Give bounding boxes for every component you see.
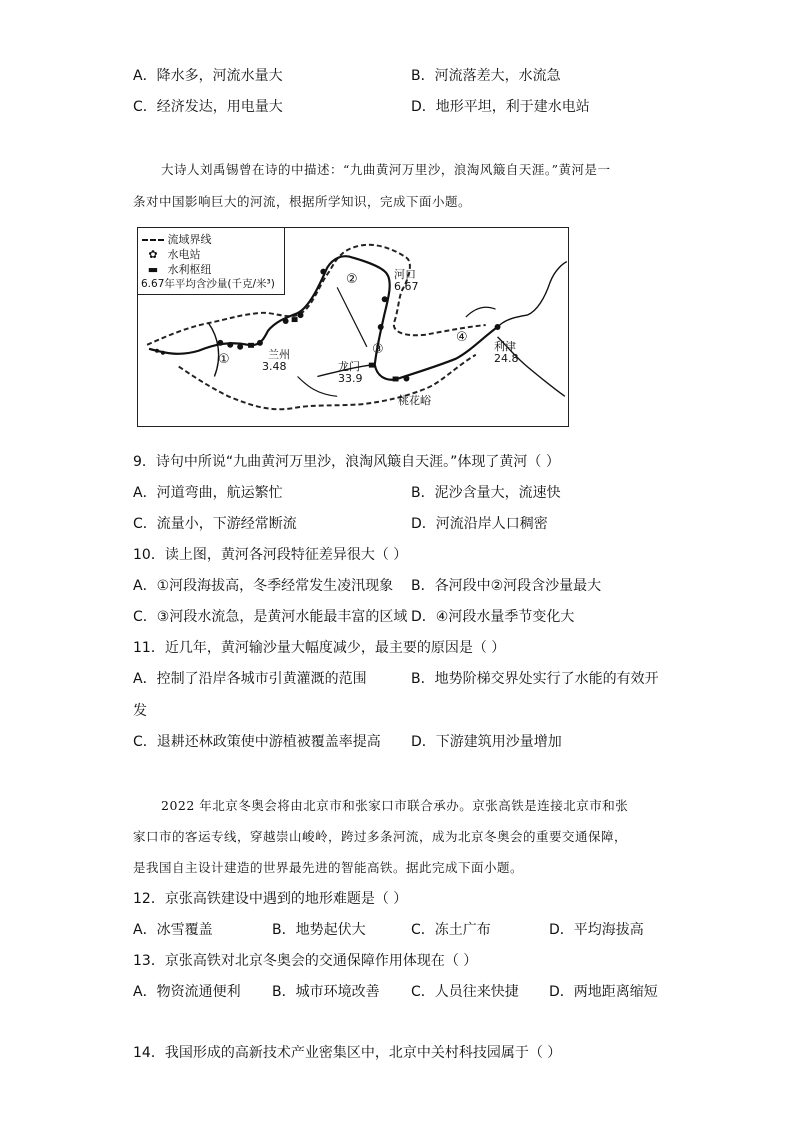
legend-sand: 6.67年平均含沙量(千克/米³) <box>141 278 275 290</box>
prev-option-a: A．降水多，河流水量大 <box>133 68 283 84</box>
q12-option-b: B．地势起伏大 <box>272 922 366 938</box>
segment-2-label: ② <box>346 272 358 287</box>
taohuayu-label: 桃花峪 <box>398 394 431 407</box>
q9-stem: 9．诗句中所说“九曲黄河万里沙，浪淘风簸自天涯。”体现了黄河（ ） <box>133 454 560 470</box>
legend-hydro-label: 水电站 <box>167 248 201 261</box>
legend-boundary-label: 流域界线 <box>167 233 212 246</box>
map-legend <box>138 228 285 295</box>
q10-stem: 10．读上图，黄河各河段特征差异很大（ ） <box>133 547 408 563</box>
q13-option-a: A．物资流通便利 <box>133 984 241 1000</box>
segment-3-label: ③ <box>372 342 384 357</box>
q10-option-d: D．④河段水量季节变化大 <box>411 609 575 625</box>
q10-option-b: B．各河段中②河段含沙量最大 <box>411 578 602 594</box>
lijin-label: 利津 <box>494 340 516 353</box>
q11-option-b: B．地势阶梯交界处实行了水能的有效开 <box>411 671 659 687</box>
passage1-line2: 条对中国影响巨大的河流，根据所学知识，完成下面小题。 <box>133 194 472 209</box>
q11-option-a: A．控制了沿岸各城市引黄灌溉的范围 <box>133 671 367 687</box>
longmen-sand-value: 33.9 <box>338 372 363 385</box>
tributary <box>208 323 218 376</box>
lanzhou-sand-value: 3.48 <box>262 360 287 373</box>
passage2-line2: 家口市的客运专线，穿越崇山峻岭，跨过多条河流，成为北京冬奥会的重要交通保障， <box>133 829 628 844</box>
q12-stem: 12．京张高铁建设中遇到的地形难题是（ ） <box>133 891 408 907</box>
yellow-river-map <box>137 227 569 427</box>
q11-option-b-continued: 发 <box>133 703 147 719</box>
segment-4-label: ④ <box>456 330 468 345</box>
legend-hydro <box>142 246 201 262</box>
legend-hub <box>142 261 212 277</box>
q13-option-c: C．人员往来快捷 <box>411 984 519 1000</box>
tributary <box>337 287 367 346</box>
passage1-line1: 大诗人刘禹锡曾在诗的中描述：“九曲黄河万里沙，浪淘风簸自天涯。”黄河是一 <box>161 162 611 177</box>
q9-option-a: A．河道弯曲，航运繁忙 <box>133 485 283 501</box>
lanzhou-label: 兰州 <box>268 348 290 361</box>
prev-option-d: D．地形平坦，利于建水电站 <box>411 99 590 115</box>
coastline <box>466 307 496 317</box>
hekou-sand-value: 6.67 <box>394 280 419 293</box>
q12-option-d: D．平均海拔高 <box>549 922 644 938</box>
prev-option-c: C．经济发达，用电量大 <box>133 99 283 115</box>
tributary <box>298 377 338 397</box>
legend-boundary <box>142 231 212 247</box>
segment-1-label: ① <box>218 352 230 367</box>
q11-option-d: D．下游建筑用沙量增加 <box>411 734 562 750</box>
q14-stem: 14．我国形成的高新技术产业密集区中，北京中关村科技园属于（ ） <box>133 1045 562 1061</box>
hydro-station-icon: ✿ <box>148 248 158 261</box>
hekou-label: 河口 <box>394 268 416 281</box>
boundary-line-icon <box>142 239 164 241</box>
q11-stem: 11．近几年，黄河输沙量大幅度减少，最主要的原因是（ ） <box>133 640 506 656</box>
q9-option-c: C．流量小，下游经常断流 <box>133 516 297 532</box>
q13-option-d: D．两地距离缩短 <box>549 984 658 1000</box>
coastline <box>498 262 567 327</box>
q11-option-c: C．退耕还林政策使中游植被覆盖率提高 <box>133 734 381 750</box>
legend-hub-label: 水利枢纽 <box>167 263 212 276</box>
longmen-label: 龙门 <box>338 360 360 373</box>
passage2-line3: 是我国自主设计建造的世界最先进的智能高铁。据此完成下面小题。 <box>133 860 524 875</box>
q9-option-d: D．河流沿岸人口稠密 <box>411 516 548 532</box>
q13-stem: 13．京张高铁对北京冬奥会的交通保障作用体现在（ ） <box>133 953 478 969</box>
q13-option-b: B．城市环境改善 <box>272 984 380 1000</box>
q9-option-b: B．泥沙含量大，流速快 <box>411 485 561 501</box>
hub-icon: ▬ <box>147 263 159 276</box>
q12-option-a: A．冰雪覆盖 <box>133 922 213 938</box>
q10-option-a: A．①河段海拔高，冬季经常发生凌汛现象 <box>133 578 394 594</box>
q10-option-c: C．③河段水流急，是黄河水能最丰富的区域 <box>133 609 408 625</box>
passage2-line1: 2022 年北京冬奥会将由北京市和张家口市联合承办。京张高铁是连接北京市和张 <box>161 798 629 813</box>
prev-option-b: B．河流落差大，水流急 <box>411 68 561 84</box>
q12-option-c: C．冻土广布 <box>411 922 491 938</box>
lijin-sand-value: 24.8 <box>494 352 519 365</box>
